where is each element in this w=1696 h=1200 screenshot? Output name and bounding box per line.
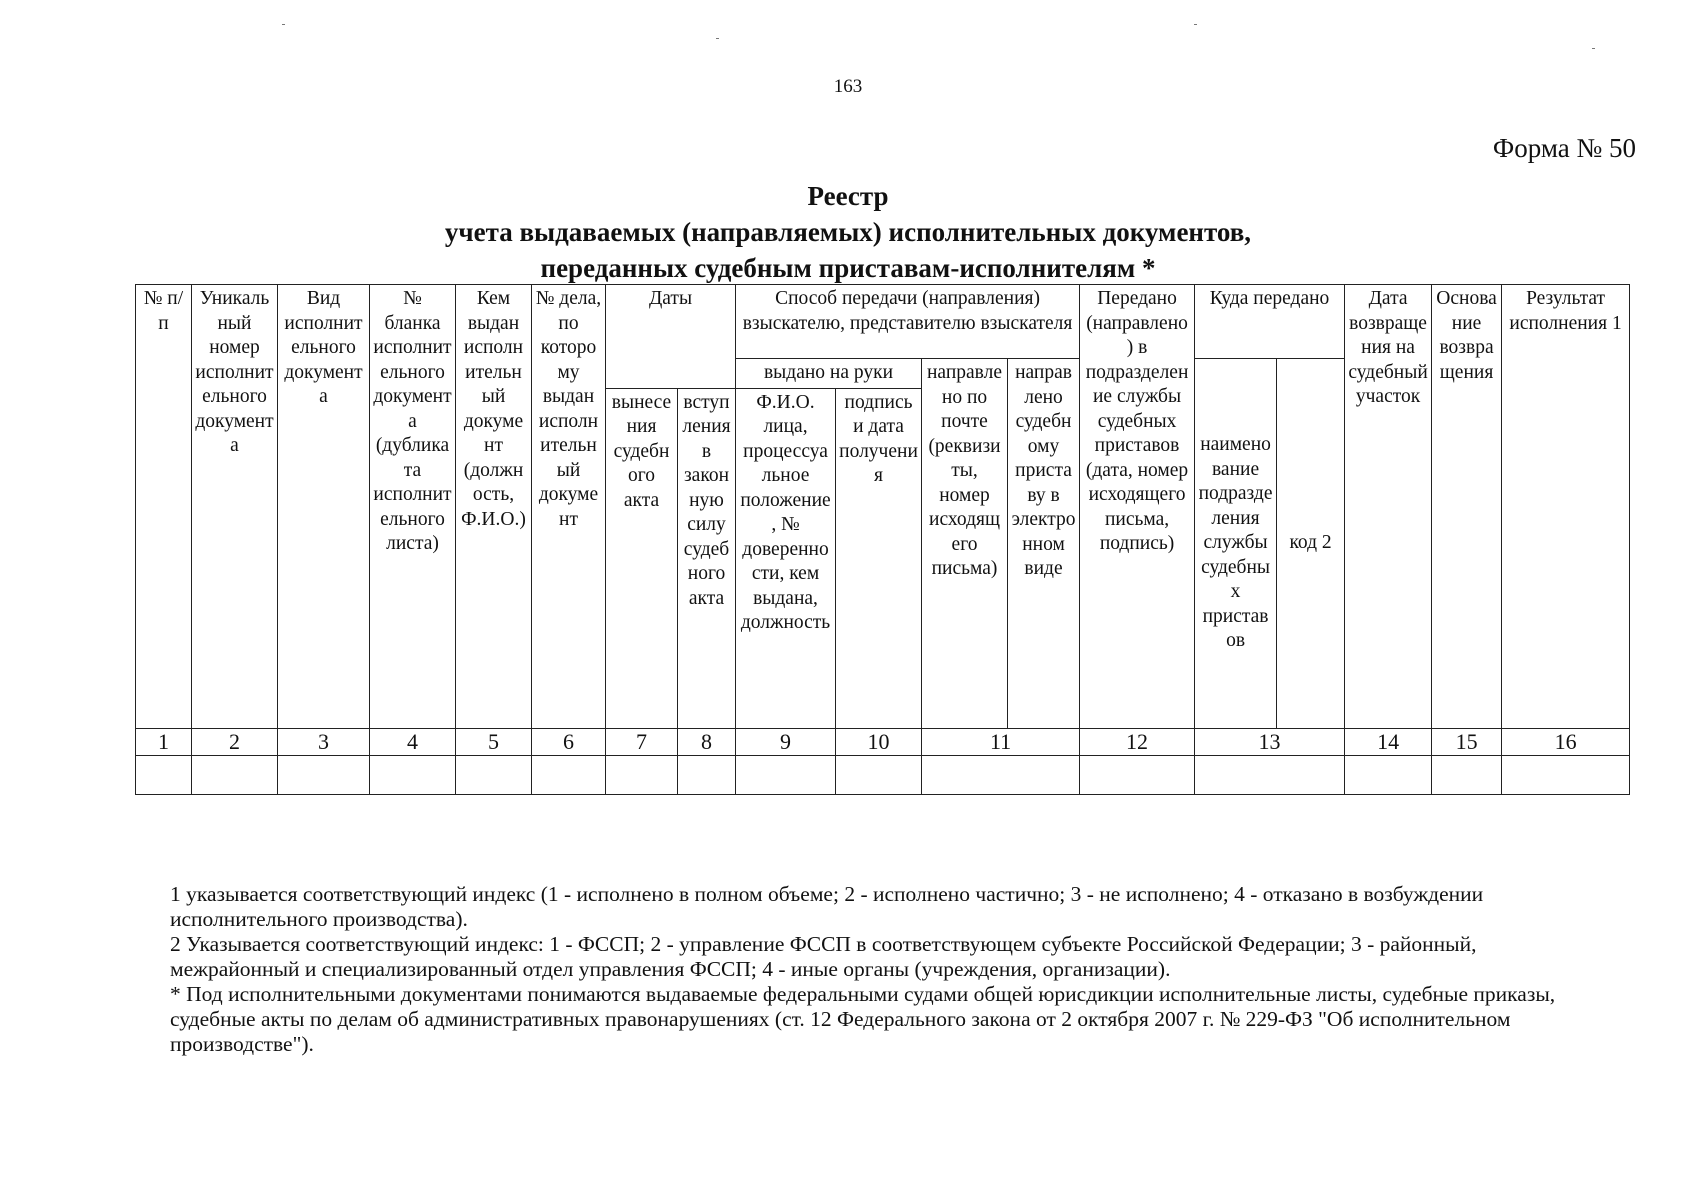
header-handed-over: выдано на руки [736,359,922,389]
header-where-transferred: Куда передано [1195,285,1345,359]
header-division-name: наименование подразделения службы судебных приставов [1195,359,1277,729]
empty-cell [736,755,836,794]
column-number: 2 [192,728,278,755]
footnotes [170,882,1590,1057]
title-line-2: учета выдаваемых (направляемых) исполнительных документов, [444,217,1252,247]
empty-cell [1432,755,1502,794]
column-number: 13 [1195,728,1345,755]
header-blank-number: № бланка исполнительного документа (дубликата исполнительного листа) [370,285,456,729]
empty-cell [370,755,456,794]
column-number: 11 [922,728,1080,755]
empty-cell [678,755,736,794]
empty-cell [606,755,678,794]
header-sent-electronically: направлено судебному приставу в электронном виде [1008,359,1080,729]
header-case-number: № дела, по которому выдан исполнительный документ [532,285,606,729]
column-number: 4 [370,728,456,755]
empty-cell [192,755,278,794]
header-return-reason: Основание возвращения [1432,285,1502,729]
page-number: 163 [833,76,863,97]
document-title [0,178,1696,286]
header-sent-by-post: направлено по почте (реквизиты, номер исходящего письма) [922,359,1008,729]
header-dates: Даты [606,285,736,389]
empty-cell [1195,755,1345,794]
header-signature-date: подпись и дата получения [836,388,922,728]
empty-data-row [136,755,1630,794]
column-number: 5 [456,728,532,755]
footnote-1: 1 указывается соответствующий индекс (1 - исполнено в полном объеме; 2 - исполнено частично; 3 - не исполнено; 4 - отказано в возбуждении исполнительного производства). [170,882,1484,931]
column-number-row [136,728,1630,755]
registry-table [135,284,1630,795]
column-number: 6 [532,728,606,755]
empty-cell [922,755,1080,794]
empty-cell [456,755,532,794]
header-document-type: Вид исполнительного документа [278,285,370,729]
empty-cell [278,755,370,794]
header-return-date: Дата возвращения на судебный участок [1345,285,1432,729]
column-number: 15 [1432,728,1502,755]
column-number: 14 [1345,728,1432,755]
column-number: 12 [1080,728,1195,755]
column-number: 9 [736,728,836,755]
empty-cell [836,755,922,794]
header-division-code: код 2 [1277,359,1345,729]
form-number: Форма № 50 [1492,133,1636,163]
footnote-2: 2 Указывается соответствующий индекс: 1 - ФССП; 2 - управление ФССП в соответствующем субъекте Российской Федерации; 3 - районный, межрайонный и специализированный отдел управления ФССП; 4 - иные органы (учреждения, организации). [170,932,1477,981]
header-issued-by: Кем выдан исполнительный документ (должность, Ф.И.О.) [456,285,532,729]
column-number: 1 [136,728,192,755]
title-line-3: переданных судебным приставам-исполнителям * [540,253,1156,283]
header-transfer-method: Способ передачи (направления) взыскателю, представителю взыскателя [736,285,1080,359]
header-act-date: вынесения судебного акта [606,388,678,728]
empty-cell [136,755,192,794]
empty-cell [532,755,606,794]
column-number: 8 [678,728,736,755]
footnote-asterisk: * Под исполнительными документами понимаются выдаваемые федеральными судами общей юрисдикции исполнительные листы, судебные приказы, судебные акты по делам об административных правонарушениях (ст. 12 Федерального закона от 2 октября 2007 г. № 229-ФЗ "Об исполнительном производстве"). [170,982,1556,1056]
column-number: 3 [278,728,370,755]
header-transferred-to-division: Передано (направлено) в подразделение службы судебных приставов (дата, номер исходящего письма, подпись) [1080,285,1195,729]
header-effective-date: вступления в законную силу судебного акта [678,388,736,728]
header-row-number: № п/п [136,285,192,729]
header-unique-number: Уникальный номер исполнительного документа [192,285,278,729]
header-person-name: Ф.И.О. лица, процессуальное положение, № доверенности, кем выдана, должность [736,388,836,728]
column-number: 10 [836,728,922,755]
column-number: 7 [606,728,678,755]
column-number: 16 [1502,728,1630,755]
empty-cell [1345,755,1432,794]
header-execution-result: Результат исполнения 1 [1502,285,1630,729]
title-line-1: Реестр [807,181,889,211]
empty-cell [1080,755,1195,794]
empty-cell [1502,755,1630,794]
